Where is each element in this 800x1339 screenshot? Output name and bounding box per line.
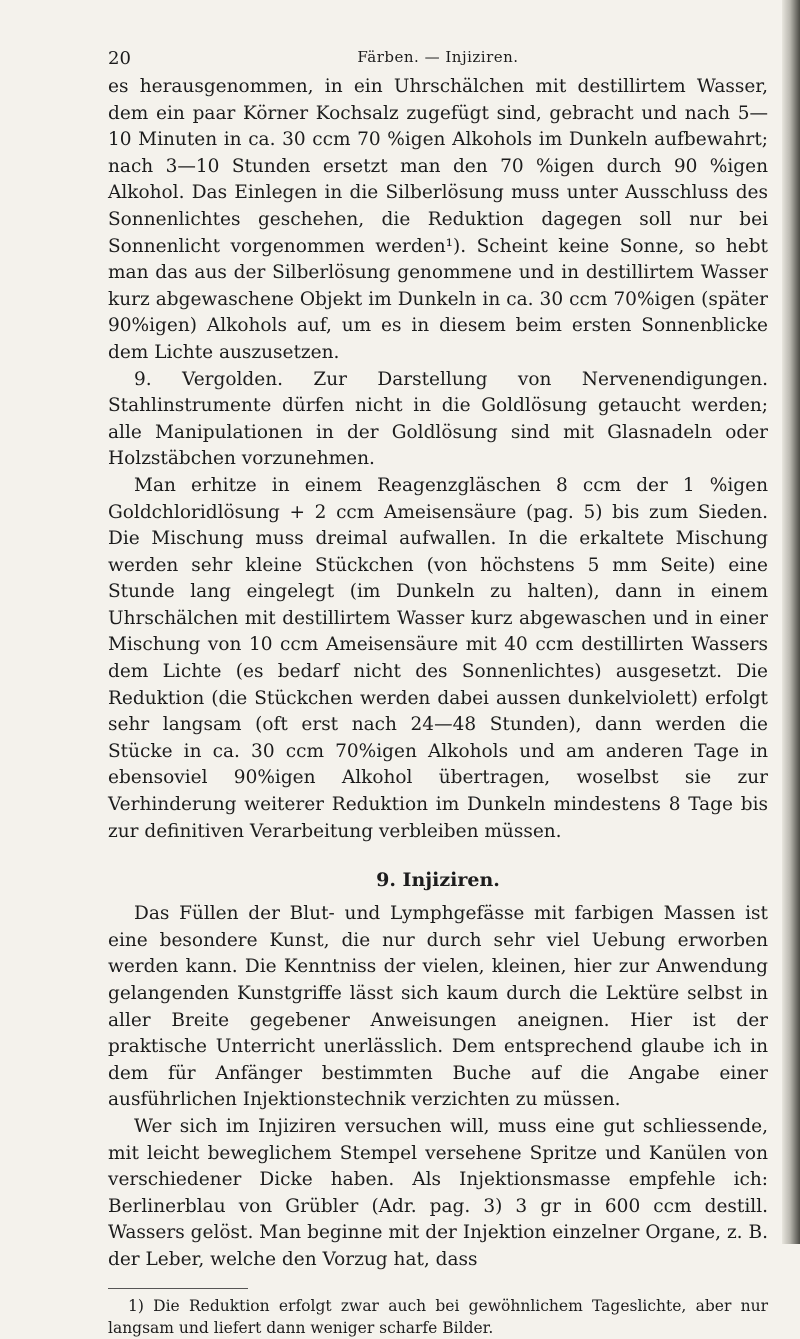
page-number: 20 <box>108 48 131 69</box>
footnote-divider <box>108 1288 248 1289</box>
paragraph-vergolden: 9. Vergolden. Zur Darstellung von Nervenendigungen. Stahlinstrumente dürfen nicht in die Goldlösung getaucht werden; alle Manipulationen in der Goldlösung sind mit Glasnadeln oder Holzstäbchen vorzunehmen. <box>108 368 768 470</box>
section-heading: 9. Injiziren. <box>376 869 500 892</box>
paragraph-injection-intro: Das Füllen der Blut- und Lymphgefässe mit farbigen Massen ist eine besondere Kunst, die nur durch sehr viel Uebung erworben werden kann. Die Kenntniss der vielen, kleinen, hier zur Anwendung gelangenden Kunstgriffe lässt sich kaum durch die Lektüre selbst in aller Breite gegebener Anweisungen aneignen. Hier ist der praktische Unterricht unerlässlich. Dem entsprechend glaube ich in dem für Anfänger bestimmten Buche auf die Angabe einer ausführlichen Injektionstechnik verzichten zu müssen. <box>108 903 768 1111</box>
running-title: Färben. — Injiziren. <box>357 48 519 66</box>
book-page <box>108 40 768 1339</box>
book-spine-edge <box>782 0 800 1244</box>
footnote: 1) Die Reduktion erfolgt zwar auch bei gewöhnlichem Tageslichte, aber nur langsam und liefert dann weniger scharfe Bilder. <box>108 1296 768 1337</box>
paragraph-injection-method: Wer sich im Injiziren versuchen will, muss eine gut schliessende, mit leicht beweglichem Stempel versehene Spritze und Kanülen von verschiedener Dicke haben. Als Injektionsmasse empfehle ich: Berlinerblau von Grübler (Adr. pag. 3) 3 gr in 600 ccm destill. Wassers gelöst. Man beginne mit der Injektion einzelner Organe, z. B. der Leber, welche den Vorzug hat, dass <box>108 1115 768 1270</box>
page-header <box>108 40 768 74</box>
paragraph-gold-method: Man erhitze in einem Reagenzgläschen 8 ccm der 1 %igen Goldchloridlösung + 2 ccm Ameisensäure (pag. 5) bis zum Sieden. Die Mischung muss dreimal aufwallen. In die erkaltete Mischung werden sehr kleine Stückchen (von höchstens 5 mm Seite) eine Stunde lang eingelegt (im Dunkeln zu halten), dann in einem Uhrschälchen mit destillirtem Wasser kurz abgewaschen und in einer Mischung von 10 ccm Ameisensäure mit 40 ccm destillirten Wassers dem Lichte (es bedarf nicht des Sonnenlichtes) ausgesetzt. Die Reduktion (die Stückchen werden dabei aussen dunkelviolett) erfolgt sehr langsam (oft erst nach 24—48 Stunden), dann werden die Stücke in ca. 30 ccm 70%igen Alkohols und am anderen Tage in ebensoviel 90%igen Alkohol übertragen, woselbst sie zur Verhinderung weiterer Reduktion im Dunkeln mindestens 8 Tage bis zur definitiven Verarbeitung verbleiben müssen. <box>108 474 768 842</box>
paragraph-continuation: es herausgenommen, in ein Uhrschälchen mit destillirtem Wasser, dem ein paar Körner Kochsalz zugefügt sind, gebracht und nach 5—10 Minuten in ca. 30 ccm 70 %igen Alkohols im Dunkeln aufbewahrt; nach 3—10 Stunden ersetzt man den 70 %igen durch 90 %igen Alkohol. Das Einlegen in die Silberlösung muss unter Ausschluss des Sonnenlichtes geschehen, die Reduktion dagegen soll nur bei Sonnenlicht vorgenommen werden¹). Scheint keine Sonne, so hebt man das aus der Silberlösung genommene und in destillirtem Wasser kurz abgewaschene Objekt im Dunkeln in ca. 30 ccm 70%igen (später 90%igen) Alkohols auf, um es in diesem beim ersten Sonnenblicke dem Lichte auszusetzen. <box>108 76 768 363</box>
